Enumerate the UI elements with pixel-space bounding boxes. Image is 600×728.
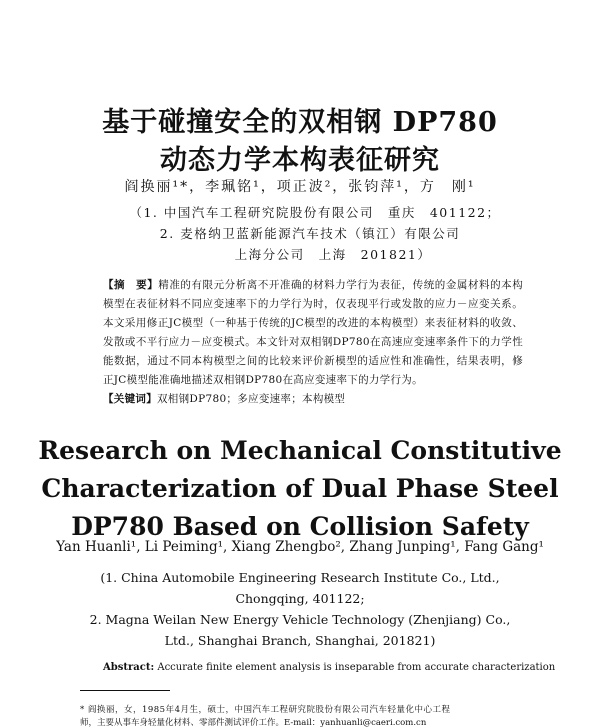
chinese-abstract	[103, 276, 523, 409]
english-abstract-text: Accurate finite element analysis is inseparable from accurate characterization	[157, 662, 556, 673]
chinese-affiliation-line-2: 2. 麦格纳卫蓝新能源汽车技术（镇江）有限公司	[159, 226, 461, 241]
english-authors: Yan Huanli¹, Li Peiming¹, Xiang Zhengbo², Zhang Junping¹, Fang Gang¹	[56, 539, 544, 555]
english-affiliation-line-3: 2. Magna Weilan New Energy Vehicle Technology (Zhenjiang) Co.,	[89, 612, 511, 627]
english-title-line-2: Characterization of Dual Phase Steel	[41, 474, 559, 503]
english-title-line-1: Research on Mechanical Constitutive	[38, 436, 562, 465]
footnote-line-1: * 阎换丽，女，1985年4月生，硕士，中国汽车工程研究院股份有限公司汽车轻量化中心工程	[80, 705, 451, 715]
footnote-divider	[80, 690, 170, 691]
footnote-line-2: 师，主要从事车身轻量化材料、零部件测试评价工作。E-mail：yanhuanli@caeri.com.cn	[80, 718, 427, 728]
english-abstract	[103, 662, 555, 673]
english-affiliations	[0, 567, 600, 651]
chinese-title-line-1: 基于碰撞安全的双相钢 DP780	[102, 107, 498, 138]
chinese-title-line-2: 动态力学本构表征研究	[160, 145, 440, 176]
english-title	[0, 432, 600, 546]
chinese-authors: 阎换丽¹*，李珮铭¹，项正波²，张钧萍¹，方 刚¹	[124, 179, 476, 195]
chinese-abstract-text: 精准的有限元分析离不开准确的材料力学行为表征，传统的金属材料的本构模型在表征材料不同应变速率下的力学行为时，仅表现平行或发散的应力－应变关系。本文采用修正JC模型（一种基于传统的JC模型的改进的本构模型）来表征材料的收敛、发散或不平行应力－应变模式。本文针对双相钢DP780在高速应变速率条件下的力学性能数据，通过不同本构模型之间的比较来评价新模型的适应性和准确性，结果表明，修正JC模型能准确地描述双相钢DP780在高应变速率下的力学行为。	[103, 279, 523, 386]
chinese-affiliation-line-1: （1. 中国汽车工程研究院股份有限公司 重庆 401122；	[129, 205, 501, 220]
english-title-line-3: DP780 Based on Collision Safety	[71, 512, 529, 541]
english-affiliation-line-4: Ltd., Shanghai Branch, Shanghai, 201821)	[164, 633, 436, 648]
chinese-affiliation-line-3: 上海分公司 上海 201821）	[234, 247, 432, 262]
chinese-keywords: 双相钢DP780；多应变速率；本构模型	[157, 393, 346, 405]
chinese-title	[0, 104, 600, 180]
english-affiliation-line-2: Chongqing, 401122;	[235, 591, 365, 606]
chinese-affiliations	[0, 202, 600, 265]
english-affiliation-line-1: (1. China Automobile Engineering Research Institute Co., Ltd.,	[100, 570, 500, 585]
english-abstract-label: Abstract:	[103, 662, 155, 673]
chinese-abstract-label: 【摘 要】	[103, 279, 159, 291]
chinese-keywords-label: 【关键词】	[103, 393, 157, 405]
